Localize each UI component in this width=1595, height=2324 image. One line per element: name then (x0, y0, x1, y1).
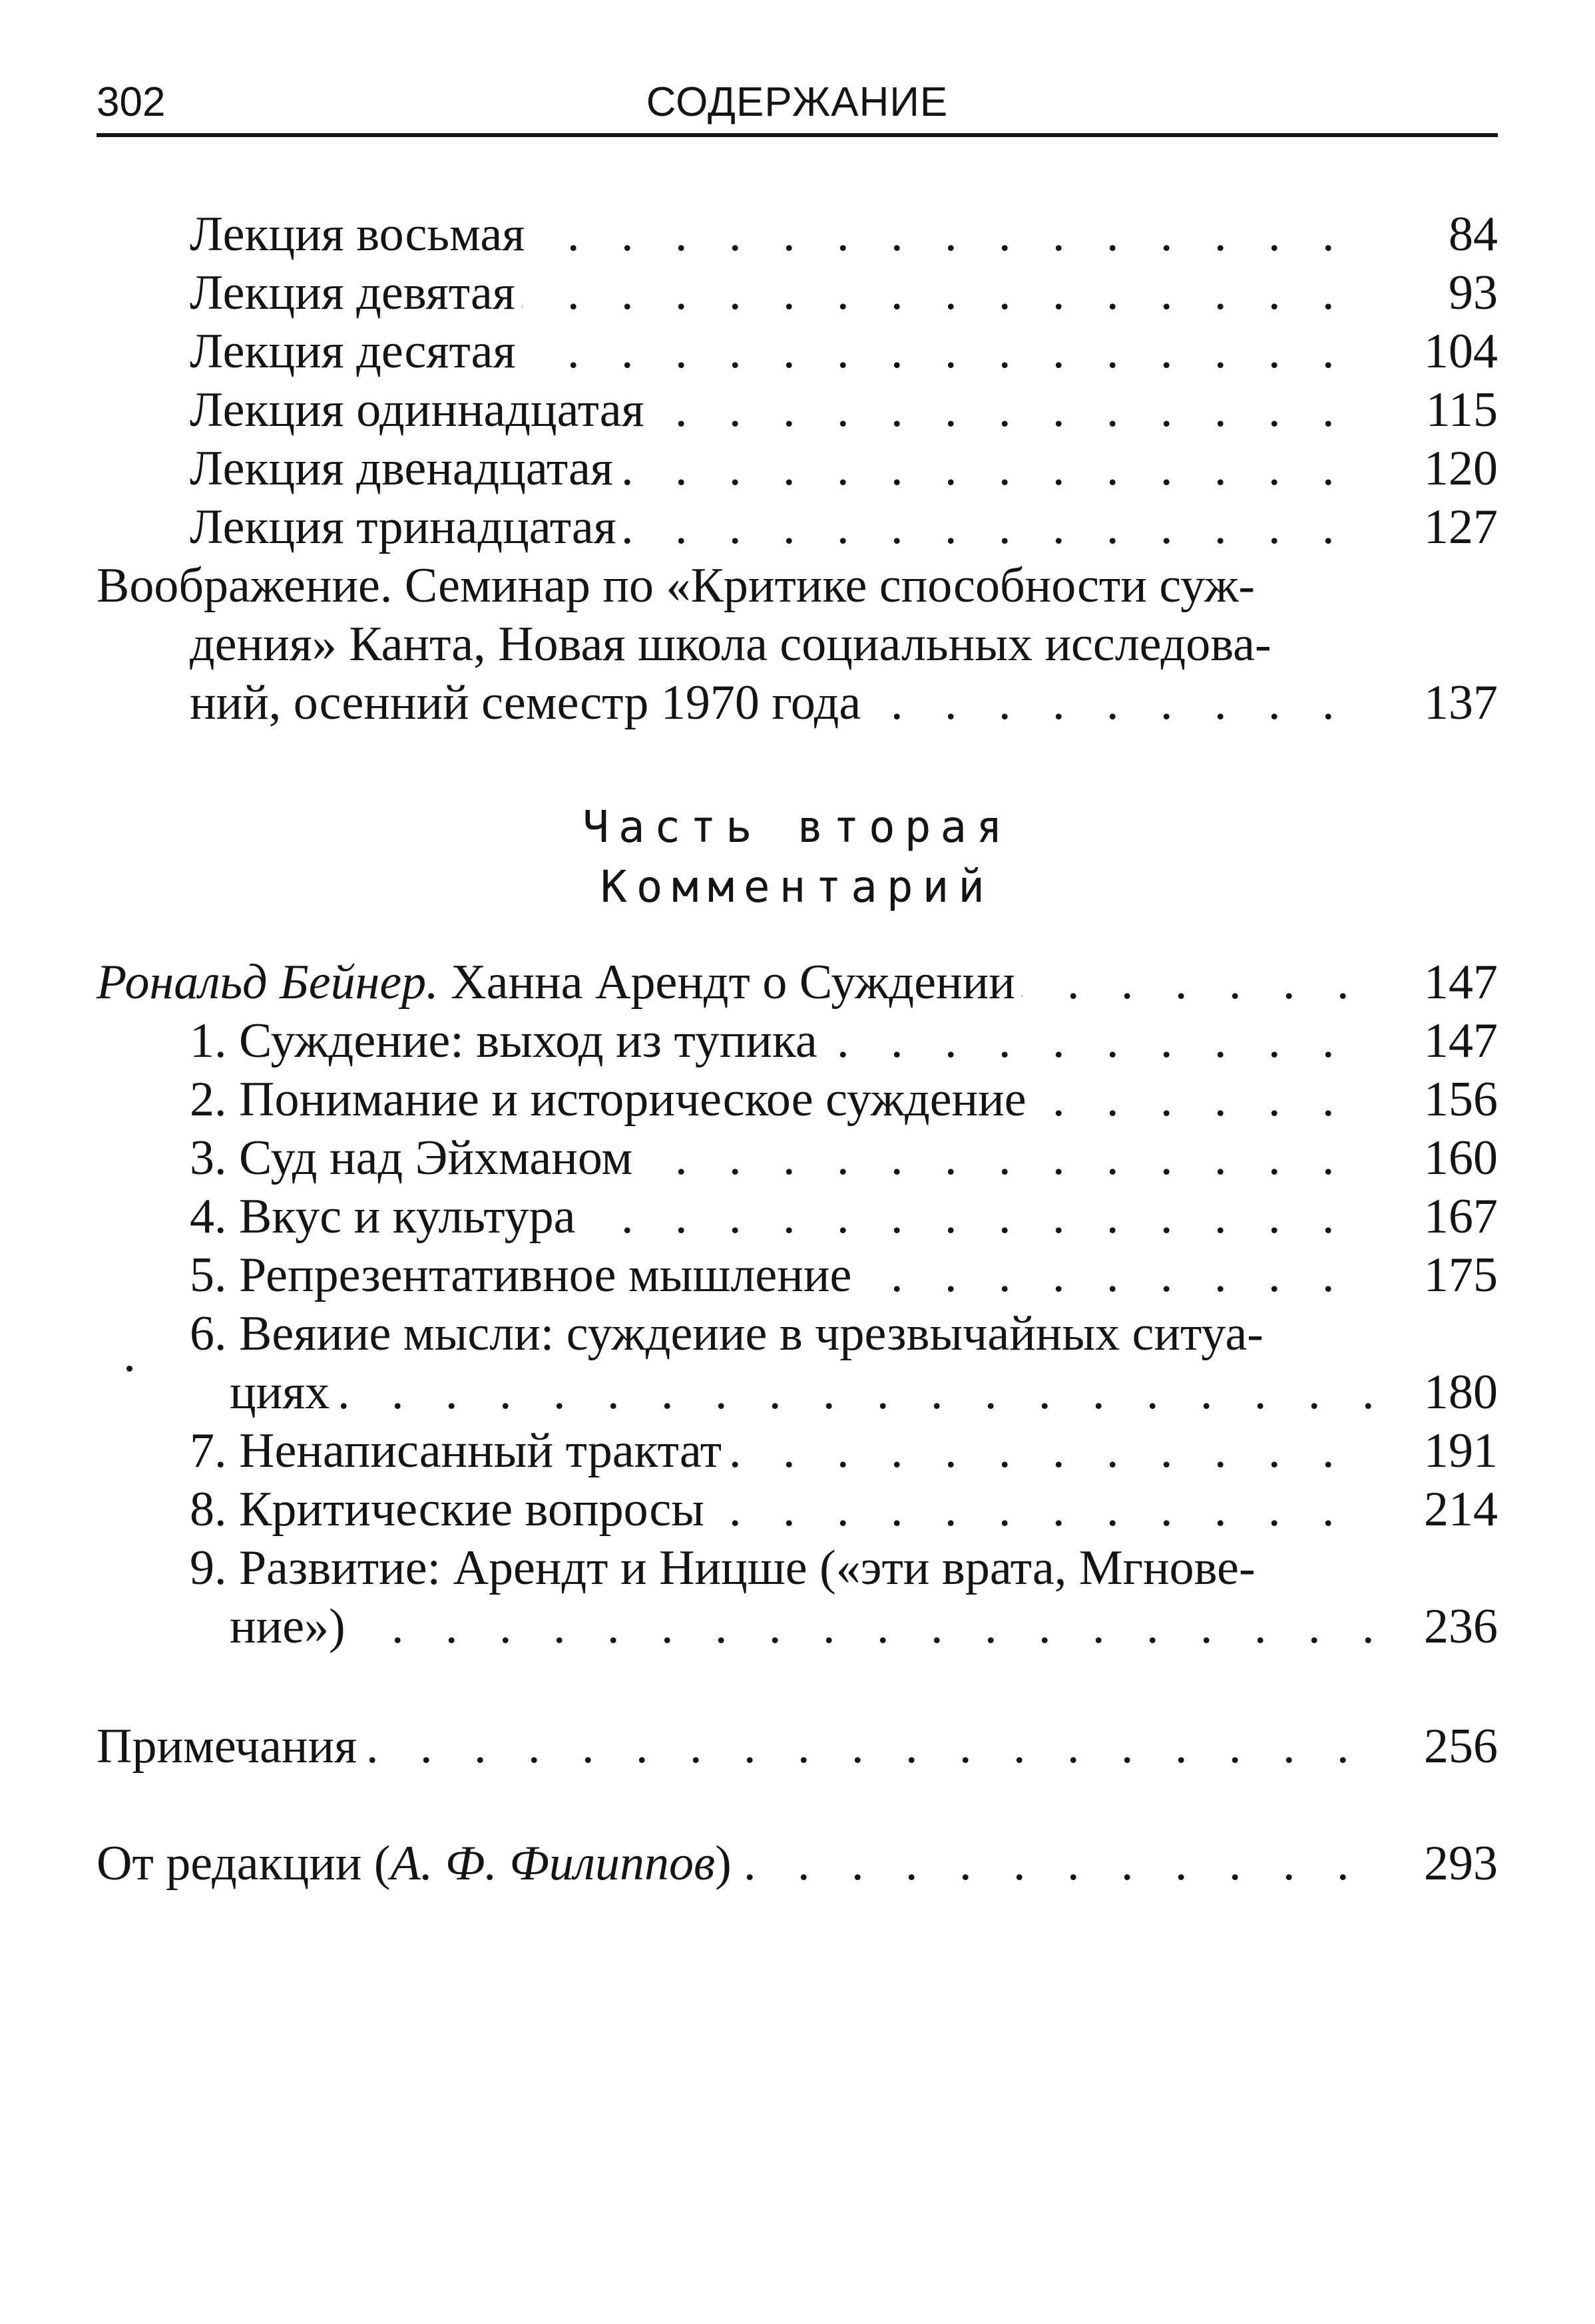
toc-entry-section-6[interactable] (190, 1304, 1498, 1363)
toc-entry-label: 6. Веяиие мысли: суждеиие в чрезвычайных ситуа- (190, 1306, 1263, 1361)
toc-entry-label: Лекция двенадцатая (190, 439, 620, 498)
toc-entry-label (97, 1834, 738, 1893)
toc-entry-lecture-12[interactable] (190, 439, 1498, 498)
print-speck (126, 1366, 132, 1372)
toc-page-ref: 156 (1424, 1072, 1498, 1127)
toc-entry-section-4[interactable] (190, 1187, 1498, 1246)
toc-entry-editorial[interactable] (97, 1834, 1498, 1893)
toc-entry-label: ний, осенний семестр 1970 года (190, 674, 867, 732)
toc-page-ref: 293 (1424, 1836, 1498, 1891)
essay-title: Ханна Арендт о Суждении (438, 955, 1015, 1010)
running-title: СОДЕРЖАНИЕ (646, 79, 949, 125)
toc-entry-label: Воображение. Семинар по «Критике способности суж- (97, 558, 1255, 613)
toc-entry-label: Лекция одиннадцатая (190, 381, 651, 439)
toc-entry-section-9[interactable] (190, 1539, 1498, 1597)
toc-entry-section-3[interactable] (190, 1129, 1498, 1187)
toc-entry-section-2[interactable] (190, 1070, 1498, 1129)
toc-page-ref: 115 (1425, 383, 1498, 437)
toc-entry-label: Лекция десятая (190, 322, 523, 381)
toc-page-ref: 191 (1424, 1424, 1498, 1478)
toc-entry-label (97, 953, 1022, 1012)
toc-page-ref: 214 (1424, 1482, 1498, 1537)
toc-page-ref: 180 (1424, 1365, 1498, 1420)
dot-leaders (230, 1597, 1371, 1656)
toc-entry-section-7[interactable] (190, 1422, 1498, 1480)
part-subheading: Комментарий (600, 861, 995, 912)
toc-entry-label: 7. Ненаписанный трактат (190, 1422, 728, 1480)
toc-page-ref: 104 (1424, 324, 1498, 379)
toc-page-ref: 84 (1449, 207, 1498, 262)
toc-entry-lecture-8[interactable] (190, 205, 1498, 264)
toc-page-ref: 160 (1424, 1131, 1498, 1185)
toc-entry-imagination-cont (190, 674, 1498, 732)
toc-page-ref: 167 (1424, 1189, 1498, 1244)
toc-entry-label: 5. Репрезентативное мышление (190, 1246, 858, 1304)
editorial-label: От редакции ( (97, 1836, 391, 1891)
toc-entry-label: 9. Развитие: Арендт и Ницше («эти врата, Мгнове- (190, 1541, 1255, 1595)
toc-entry-label: 8. Критические вопросы (190, 1480, 711, 1539)
editorial-close: ) (715, 1836, 732, 1891)
toc-page-ref: 256 (1424, 1719, 1498, 1774)
toc-entry-label: 3. Суд над Эйхманом (190, 1129, 639, 1187)
dot-leaders (230, 1363, 1371, 1422)
toc-entry-section-9-cont (230, 1597, 1498, 1656)
author-name: Рональд Бейнер. (97, 955, 439, 1010)
toc-entry-imagination[interactable] (97, 556, 1498, 615)
toc-page-ref: 127 (1424, 500, 1498, 554)
toc-entry-label: Лекция тринадцатая (190, 498, 623, 556)
part-heading: Часть вторая (582, 801, 1012, 853)
toc-entry-notes[interactable] (97, 1717, 1498, 1776)
toc-entry-label: циях (230, 1363, 336, 1422)
toc-page-ref: 137 (1424, 676, 1498, 730)
page-number: 302 (97, 79, 166, 125)
toc-entry-section-8[interactable] (190, 1480, 1498, 1539)
toc-entry-label: Лекция восьмая (190, 205, 531, 264)
running-head (97, 67, 1498, 137)
toc-entry-lecture-9[interactable] (190, 264, 1498, 322)
toc-page-ref: 175 (1424, 1248, 1498, 1302)
toc-page-ref: 147 (1424, 955, 1498, 1010)
toc-entry-label: дения» Канта, Новая школа социальных исследова- (190, 617, 1271, 672)
toc-entry-lecture-11[interactable] (190, 381, 1498, 439)
toc-entry-commentary[interactable] (97, 953, 1498, 1012)
editor-name: А. Ф. Филиппов (390, 1836, 716, 1891)
toc-entry-label: ние») (230, 1597, 352, 1656)
toc-page-ref: 147 (1424, 1014, 1498, 1068)
toc-entry-lecture-13[interactable] (190, 498, 1498, 556)
toc-entry-label: Примечания (97, 1717, 363, 1776)
toc-entry-label: 1. Суждение: выход из тупика (190, 1012, 824, 1070)
toc-entry-section-5[interactable] (190, 1246, 1498, 1304)
toc-entry-section-1[interactable] (190, 1012, 1498, 1070)
toc-entry-section-6-cont (230, 1363, 1498, 1422)
toc-entry-label: 2. Понимание и историческое суждение (190, 1070, 1033, 1129)
toc-entry-label: Лекция девятая (190, 264, 522, 322)
toc-page-ref: 120 (1424, 441, 1498, 496)
toc-entry-label: 4. Вкус и культура (190, 1187, 582, 1246)
toc-page-ref: 236 (1424, 1599, 1498, 1654)
toc-page-ref: 93 (1449, 266, 1498, 320)
toc-entry-imagination-cont (190, 615, 1498, 674)
toc-entry-lecture-10[interactable] (190, 322, 1498, 381)
